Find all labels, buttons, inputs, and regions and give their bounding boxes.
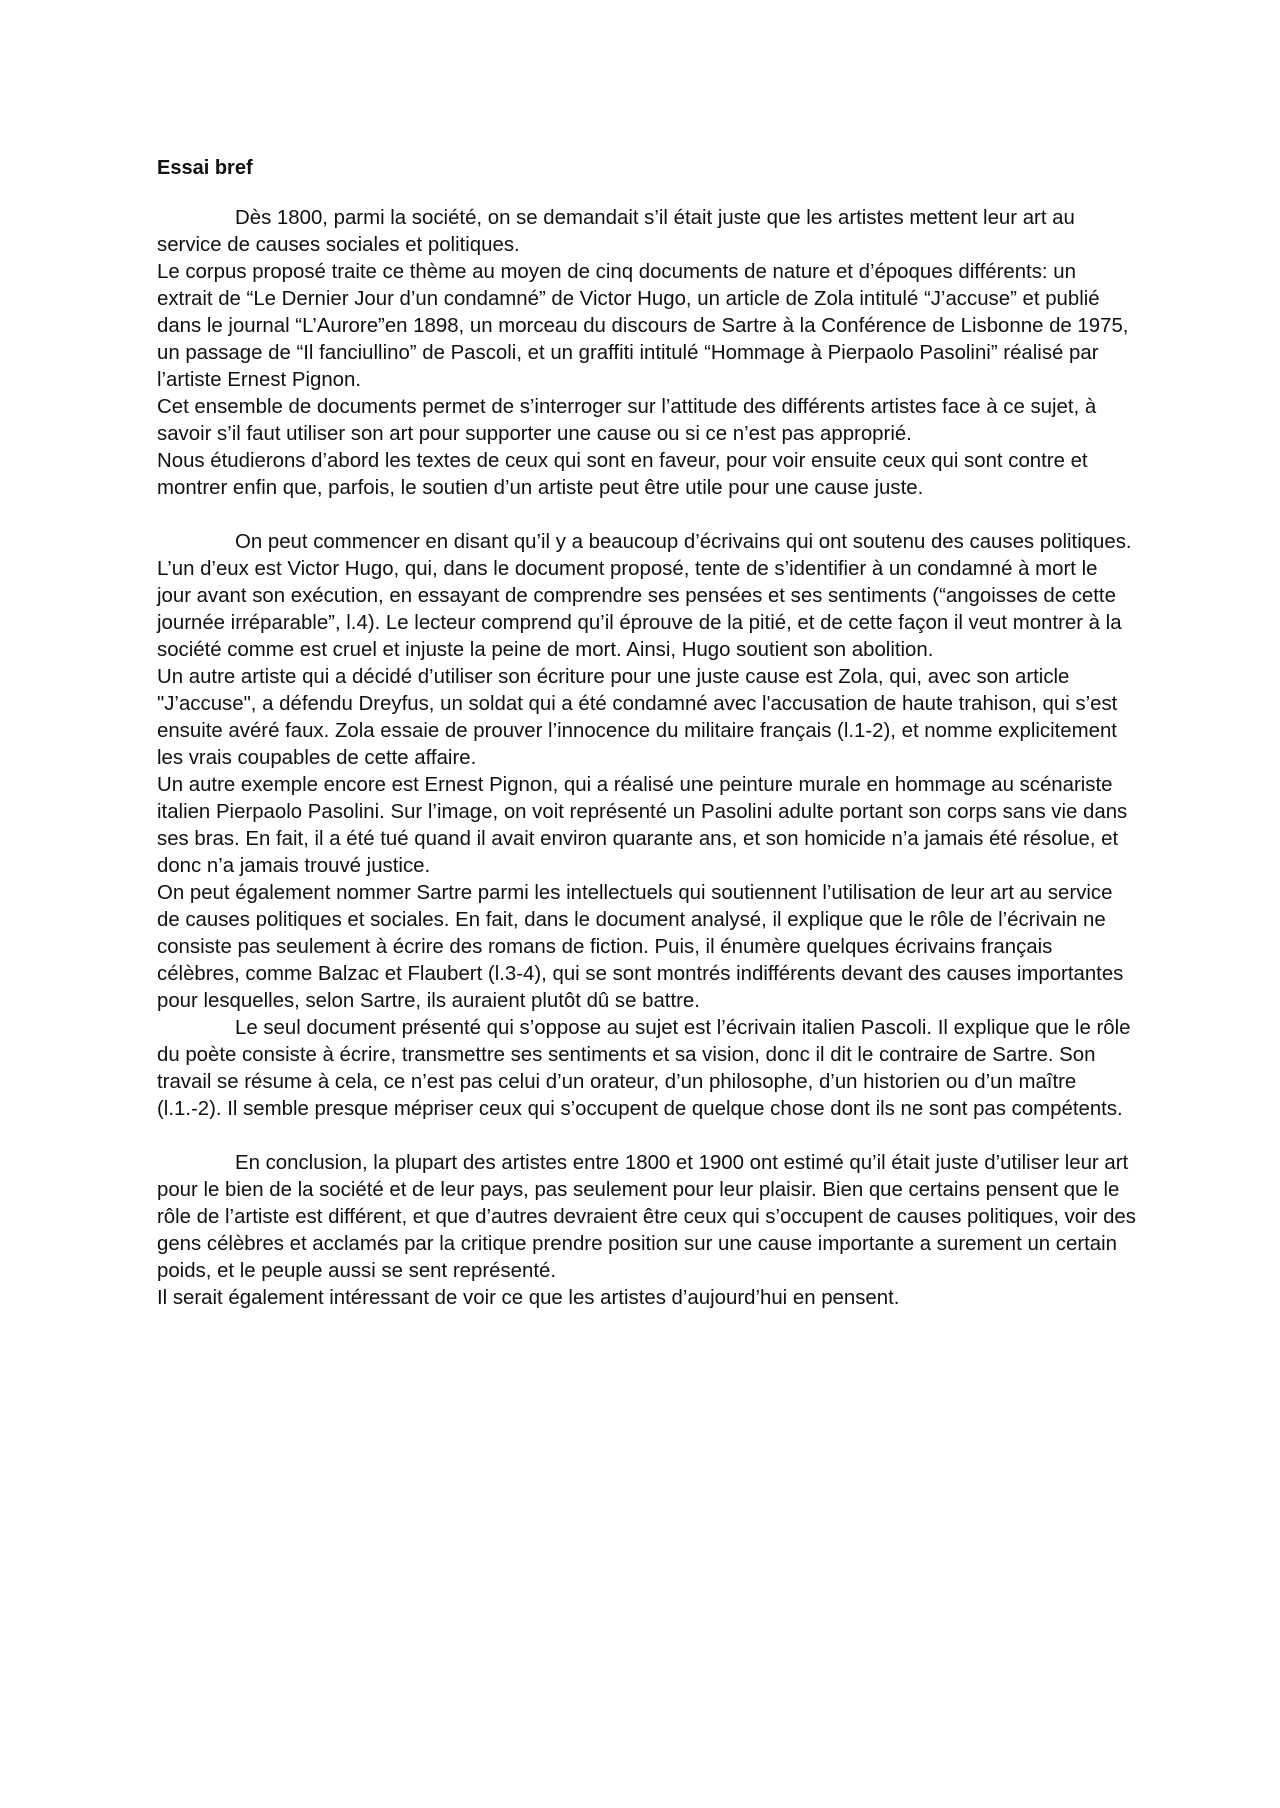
essay-page (157, 155, 1137, 1312)
conclusion-paragraph-1: En conclusion, la plupart des artistes entre 1800 et 1900 ont estimé qu’il était juste d’utiliser leur art pour le bien de la société et de leur pays, pas seulement pour leur plaisir. Bien que certains pensent que le rôle de l’artiste est différent, et que d’autres devraient être ceux qui s’occupent de causes politiques, voir des gens célèbres et acclamés par la critique prendre position sur une cause importante a surement un certain poids, et le peuple aussi se sent représenté. (157, 1152, 1136, 1282)
intro-paragraph-4: Nous étudierons d’abord les textes de ceux qui sont en faveur, pour voir ensuite ceux qui sont contre et montrer enfin que, parfois, le soutien d’un artiste peut être utile pour une cause juste. (157, 450, 1088, 499)
body-paragraph-pignon: Un autre exemple encore est Ernest Pignon, qui a réalisé une peinture murale en hommage au scénariste italien Pierpaolo Pasolini. Sur l’image, on voit représenté un Pasolini adulte portant son corps sans vie dans ses bras. En fait, il a été tué quand il avait environ quarante ans, et son homicide n’a jamais été résolue, et donc n’a jamais trouvé justice. (157, 774, 1128, 877)
essay-title: Essai bref (157, 157, 253, 179)
intro-paragraph-3: Cet ensemble de documents permet de s’interroger sur l’attitude des différents artistes face à ce sujet, à savoir s’il faut utiliser son art pour supporter une cause ou si ce n’est pas approprié. (157, 396, 1097, 445)
body-paragraph-pascoli: Le seul document présenté qui s’oppose au sujet est l’écrivain italien Pascoli. Il explique que le rôle du poète consiste à écrire, transmettre ses sentiments et sa vision, donc il dit le contraire de Sartre. Son travail se résume à cela, ce n’est pas celui d’un orateur, d’un philosophe, d’un historien ou d’un maître (l.1.-2). Il semble presque mépriser ceux qui s’occupent de quelque chose dont ils ne sont pas compétents. (157, 1017, 1131, 1120)
conclusion-paragraph-2: Il serait également intéressant de voir ce que les artistes d’aujourd’hui en pensent. (157, 1287, 900, 1309)
body-paragraph-hugo: On peut commencer en disant qu’il y a beaucoup d’écrivains qui ont soutenu des causes politiques. L’un d’eux est Victor Hugo, qui, dans le document proposé, tente de s’identifier à un condamné à mort le jour avant son exécution, en essayant de comprendre ses pensées et ses sentiments (“angoisses de cette journée irréparable”, l.4). Le lecteur comprend qu’il éprouve de la pitié, et de cette façon il veut montrer à la société comme est cruel et injuste la peine de mort. Ainsi, Hugo soutient son abolition. (157, 531, 1132, 661)
section-gap (157, 1123, 1137, 1150)
section-gap (157, 502, 1137, 529)
body-paragraph-sartre: On peut également nommer Sartre parmi les intellectuels qui soutiennent l’utilisation de leur art au service de causes politiques et sociales. En fait, dans le document analysé, il explique que le rôle de l’écrivain ne consiste pas seulement à écrire des romans de fiction. Puis, il énumère quelques écrivains français célèbres, comme Balzac et Flaubert (l.3-4), qui se sont montrés indifférents devant des causes importantes pour lesquelles, selon Sartre, ils auraient plutôt dû se battre. (157, 882, 1124, 1012)
intro-paragraph-1: Dès 1800, parmi la société, on se demandait s’il était juste que les artistes mettent leur art au service de causes sociales et politiques. (157, 207, 1075, 256)
body-paragraph-zola: Un autre artiste qui a décidé d’utiliser son écriture pour une juste cause est Zola, qui, avec son article "J’accuse", a défendu Dreyfus, un soldat qui a été condamné avec l'accusation de haute trahison, qui s’est ensuite avéré faux. Zola essaie de prouver l’innocence du militaire français (l.1-2), et nomme explicitement les vrais coupables de cette affaire. (157, 666, 1118, 769)
intro-paragraph-2: Le corpus proposé traite ce thème au moyen de cinq documents de nature et d’époques différents: un extrait de “Le Dernier Jour d’un condamné” de Victor Hugo, un article de Zola intitulé “J’accuse” et publié dans le journal “L’Aurore”en 1898, un morceau du discours de Sartre à la Conférence de Lisbonne de 1975, un passage de “Il fanciullino” de Pascoli, et un graffiti intitulé “Hommage à Pierpaolo Pasolini” réalisé par l’artiste Ernest Pignon. (157, 261, 1129, 391)
